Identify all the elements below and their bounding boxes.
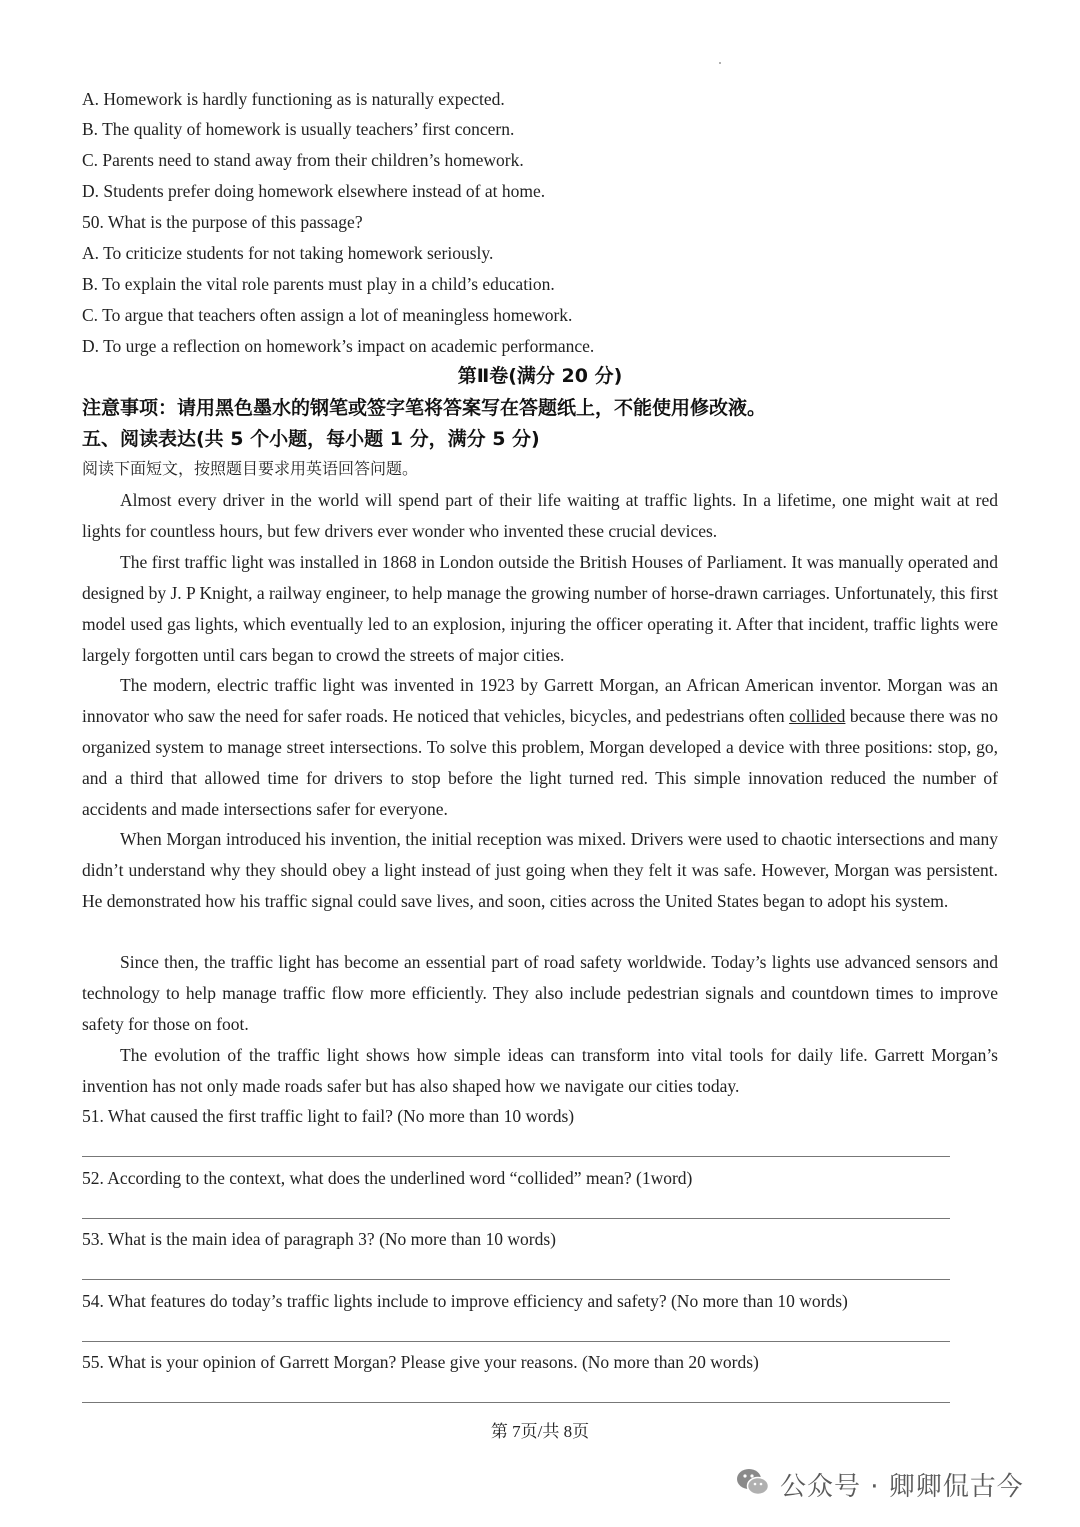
q49-option-b: B. The quality of homework is usually teachers’ first concern. [82,119,515,139]
answer-line-54[interactable] [82,1341,950,1342]
passage-paragraph-3 [82,670,998,825]
passage-paragraph-1: Almost every driver in the world will spend part of their life waiting at traffic lights. In a lifetime, one might wait at red lights for countless hours, but few drivers ever wonder who invented these crucial devices. [82,490,998,541]
q50-option-b: B. To explain the vital role parents must play in a child’s education. [82,274,555,294]
paragraph-3-text-end: because there was no organized system to manage street intersections. To solve this problem, Morgan developed a device with three positions: stop, go, and a third that allowed time for drivers to stop before the light turned red. This simple innovation reduced the number of accidents and made intersections safer for everyone. [82,706,999,819]
part-title: 五、阅读表达(共 5 个小题，每小题 1 分，满分 5 分) [82,428,540,450]
watermark [736,1466,1024,1502]
question-54: 54. What features do today’s traffic lights include to improve efficiency and safety? (No more than 10 words) [82,1291,848,1311]
q49-option-c: C. Parents need to stand away from their children’s homework. [82,150,524,170]
question-55: 55. What is your opinion of Garrett Morgan? Please give your reasons. (No more than 20 words) [82,1352,759,1372]
section-notice: 注意事项：请用黑色墨水的钢笔或签字笔将答案写在答题纸上，不能使用修改液。 [82,397,767,419]
scan-speck [719,62,721,64]
watermark-text: 公众号 · 卿卿侃古今 [780,1471,1024,1502]
answer-line-51[interactable] [82,1156,950,1157]
passage-paragraph-4: When Morgan introduced his invention, the initial reception was mixed. Drivers were used to chaotic intersections and many didn’t understand why they should obey a light instead of just going when they felt it was safe. However, Morgan was persistent. He demonstrated how his traffic signal could save lives, and soon, cities across the United States began to adopt his system. [82,829,998,911]
wechat-icon [736,1467,770,1502]
paragraph-3-text-start: The modern, electric traffic light was invented in 1923 by Garrett Morgan, an African American inventor. Morgan was an innovator who saw the need for safer roads. He noticed that vehicles, bicycles, and pedestrians often [82,675,998,726]
question-51: 51. What caused the first traffic light to fail? (No more than 10 words) [82,1106,575,1126]
q50-stem: 50. What is the purpose of this passage? [82,212,363,232]
section-title: 第Ⅱ卷(满分 20 分) [457,365,623,387]
q50-option-d: D. To urge a reflection on homework’s impact on academic performance. [82,336,595,356]
q50-option-c: C. To argue that teachers often assign a lot of meaningless homework. [82,305,573,325]
answer-line-55[interactable] [82,1402,950,1403]
question-52: 52. According to the context, what does the underlined word “collided” mean? (1word) [82,1168,693,1188]
q49-option-d: D. Students prefer doing homework elsewhere instead of at home. [82,181,546,201]
q49-option-a: A. Homework is hardly functioning as is naturally expected. [82,89,505,109]
answer-line-53[interactable] [82,1279,950,1280]
answer-line-52[interactable] [82,1218,950,1219]
q50-option-a: A. To criticize students for not taking homework seriously. [82,243,494,263]
passage-paragraph-2: The first traffic light was installed in 1868 in London outside the British Houses of Parliament. It was manually operated and designed by J. P Knight, a railway engineer, to help manage the growing number of horse-drawn carriages. Unfortunately, this first model used gas lights, which eventually led to an explosion, injuring the officer operating it. After that incident, traffic lights were largely forgotten until cars began to crowd the streets of major cities. [82,552,999,665]
passage-paragraph-6: The evolution of the traffic light shows how simple ideas can transform into vital tools for daily life. Garrett Morgan’s invention has not only made roads safer but has also shaped how we navigate our cities today. [82,1045,998,1096]
underlined-word-collided: collided [789,706,846,726]
page-number: 第 7页/共 8页 [490,1422,590,1441]
passage-paragraph-5: Since then, the traffic light has become an essential part of road safety worldwide. Today’s lights use advanced sensors and technology to help manage traffic flow more efficiently. They also include pedestrian signals and countdown times to improve safety for those on foot. [82,952,998,1034]
part-instruction: 阅读下面短文，按照题目要求用英语回答问题。 [82,459,419,478]
question-53: 53. What is the main idea of paragraph 3? (No more than 10 words) [82,1229,556,1249]
